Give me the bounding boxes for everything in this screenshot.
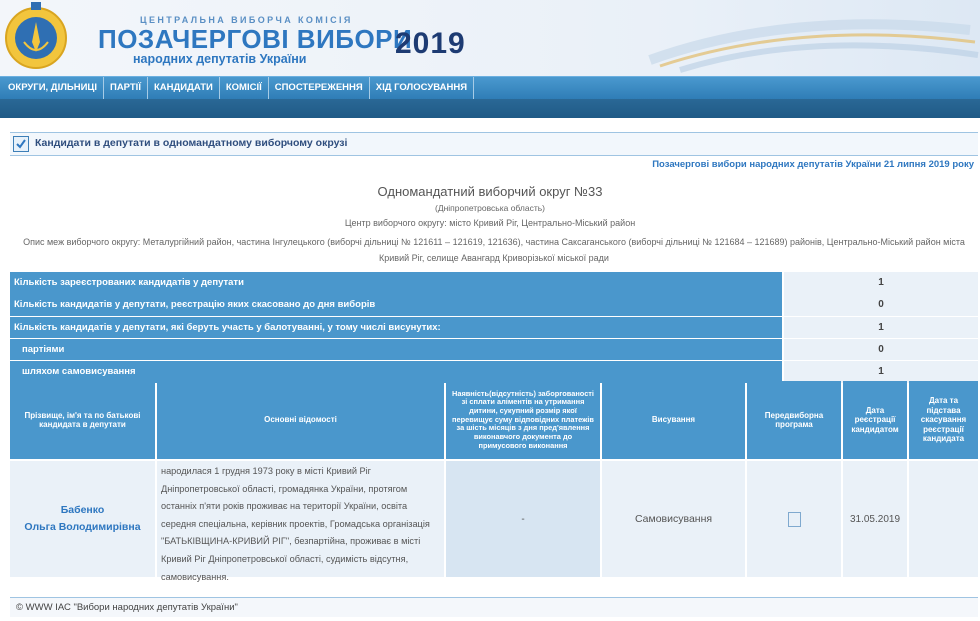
stats-label: Кількість зареєстрованих кандидатів у депутати	[10, 272, 782, 294]
header-decoration	[640, 0, 980, 76]
nav-partii[interactable]: ПАРТІЇ	[104, 77, 148, 99]
stats-label: партіями	[10, 339, 782, 361]
stats-row	[10, 361, 980, 383]
site-header	[0, 0, 980, 76]
nav-khid-holosuvannia[interactable]: ХІД ГОЛОСУВАННЯ	[370, 77, 474, 99]
site-subtitle: народних депутатів України	[133, 52, 307, 66]
okrug-description: Опис меж виборчого округу: Металургійний район, частина Інгулецького (виборчі дільниці № 121611 – 121619, 121636), частина Саксаганського (виборчі дільниці № 121684 – 121689) районів, Центрально-Міський район міста Кривий Ріг, селище Авангард Криворізької міської ради	[23, 237, 965, 263]
cvk-label: ЦЕНТРАЛЬНА ВИБОРЧА КОМІСІЯ	[140, 15, 353, 25]
header-alimony: Наявність(відсутність) заборгованості зі сплати аліментів на утримання дитини, сукупний розмір якої перевищує суму відповідних платежів за шість місяців з дня пред'явлення виконавчого документа до примусового виконання	[446, 381, 600, 459]
page-footer: © WWW ІАС "Вибори народних депутатів України"	[10, 597, 978, 617]
section-header	[10, 132, 978, 156]
stats-label: шляхом самовисування	[10, 361, 782, 383]
stats-value: 1	[784, 272, 978, 294]
header-program: Передвиборна програма	[747, 381, 841, 459]
main-nav	[0, 76, 980, 99]
header-info: Основні відомості	[157, 381, 444, 459]
header-cancel: Дата та підстава скасування реєстрації кандидата	[909, 381, 978, 459]
document-icon[interactable]	[788, 512, 801, 527]
table-row	[10, 461, 155, 577]
okrug-center: Центр виборчого округу: місто Кривий Ріг, Центрально-Міський район	[344, 218, 636, 228]
election-link[interactable]: Позачергові вибори народних депутатів України 21 липня 2019 року	[652, 159, 974, 170]
section-title: Кандидати в депутати в одномандатному виборчому окрузі	[35, 137, 348, 149]
okrug-oblast: (Дніпропетровська область)	[434, 203, 546, 213]
nav-okrugy[interactable]: ОКРУГИ, ДІЛЬНИЦІ	[0, 77, 104, 99]
stats-row	[10, 339, 980, 361]
candidate-reg-date: 31.05.2019	[843, 461, 907, 577]
stats-value: 0	[784, 339, 978, 361]
stats-row	[10, 294, 980, 316]
header-reg-date: Дата реєстрації кандидатом	[843, 381, 907, 459]
okrug-title: Одномандатний виборчий округ №33	[377, 184, 603, 199]
candidate-given-name[interactable]: Ольга Володимирівна	[24, 521, 141, 533]
candidate-alimony: -	[446, 461, 600, 577]
stats-row	[10, 317, 980, 339]
header-nomination: Висування	[602, 381, 745, 459]
cvk-emblem-icon[interactable]	[4, 2, 68, 70]
checkbox-icon	[13, 136, 29, 152]
candidate-surname[interactable]: Бабенко	[60, 504, 105, 516]
stats-value: 0	[784, 294, 978, 316]
candidate-cancel	[909, 461, 978, 577]
stats-table	[10, 272, 980, 383]
stats-value: 1	[784, 361, 978, 383]
stats-value: 1	[784, 317, 978, 339]
stats-row	[10, 272, 980, 294]
election-year: 2019	[395, 27, 466, 60]
nav-sposterezhennia[interactable]: СПОСТЕРЕЖЕННЯ	[269, 77, 370, 99]
nav-komisii[interactable]: КОМІСІЇ	[220, 77, 269, 99]
program-cell	[747, 461, 841, 577]
nav-kandydaty[interactable]: КАНДИДАТИ	[148, 77, 220, 99]
stats-label: Кількість кандидатів у депутати, які беруть участь у балотуванні, у тому числі висунутих:	[10, 317, 782, 339]
sub-nav-bar	[0, 99, 980, 118]
candidate-nomination: Самовисування	[602, 461, 745, 577]
candidate-info: народилася 1 грудня 1973 року в місті Кривий Ріг Дніпропетровської області, громадянка України, протягом останніх п'яти років проживає на території України, освіта середня спеціальна, керівник проектів, Громадська організація "БАТЬКІВЩИНА-КРИВИЙ РІГ", безпартійна, проживає в місті Кривий Ріг Дніпропетровської області, судимість відсутня, самовисування.	[157, 461, 444, 577]
site-title: ПОЗАЧЕРГОВІ ВИБОРИ	[98, 24, 413, 54]
header-name: Прізвище, ім'я та по батькові кандидата в депутати	[10, 381, 155, 459]
stats-label: Кількість кандидатів у депутати, реєстрацію яких скасовано до дня виборів	[10, 294, 782, 316]
